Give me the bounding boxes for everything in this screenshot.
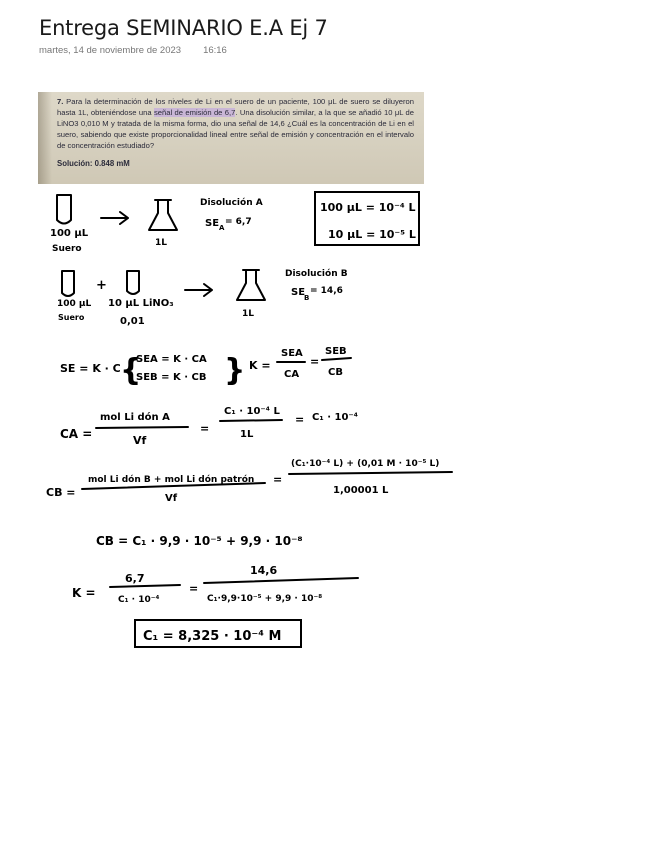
eq-k-eq: = <box>310 355 320 368</box>
added-standard: 10 μL LiNO₃ <box>108 298 174 309</box>
page-title: Entrega SEMINARIO E.A Ej 7 <box>39 16 328 40</box>
test-tube-icon <box>62 271 74 296</box>
eq-k2-den2: C₁·9,9·10⁻⁵ + 9,9 · 10⁻⁸ <box>207 594 323 604</box>
flask-volume: 1L <box>155 238 167 248</box>
plus-sign: + <box>96 278 107 293</box>
eq-ca-den2: 1L <box>240 429 254 440</box>
eq-cb-lhs: CB = <box>46 486 76 499</box>
flask-volume: 1L <box>242 309 254 319</box>
eq-cb-num2: (C₁·10⁻⁴ L) + (0,01 M · 10⁻⁵ L) <box>291 459 440 469</box>
eq-k-f2-num: SEB <box>325 346 347 357</box>
eq-ca-lhs: CA = <box>60 427 93 441</box>
eq-k-f1-den: CA <box>284 369 300 380</box>
eq-k-sys1: SEA = K · CA <box>136 354 207 365</box>
problem-solution: Solución: 0.848 mM <box>57 158 130 168</box>
eq-ca-eq2: = <box>295 413 305 426</box>
page-time: 16:16 <box>203 45 227 56</box>
equation-k <box>60 346 351 388</box>
conversion-line-2: 10 μL = 10⁻⁵ L <box>328 228 416 241</box>
eq-ca-num: mol Li dón A <box>100 412 170 423</box>
sample-label: Suero <box>52 244 82 254</box>
signal-a-sub: A <box>219 224 225 232</box>
eq-cb-den2: 1,00001 L <box>333 485 389 496</box>
eq-k-equals: K = <box>249 359 271 372</box>
eq-cb-eq: = <box>273 473 283 486</box>
sample-label: Suero <box>58 313 85 322</box>
equation-k-equality <box>72 564 358 605</box>
flask-icon <box>149 200 177 230</box>
eq-k2-eq: = <box>189 582 199 595</box>
eq-ca-den: Vf <box>133 434 147 447</box>
eq-k2-den: C₁ · 10⁻⁴ <box>118 595 160 605</box>
eq-k2-num: 6,7 <box>125 572 145 585</box>
eq-k-f2-den: CB <box>328 367 343 378</box>
final-result: C₁ = 8,325 · 10⁻⁴ M <box>143 629 282 644</box>
eq-ca-num2: C₁ · 10⁻⁴ L <box>224 406 280 417</box>
eq-k2-num2: 14,6 <box>250 564 278 577</box>
eq-ca-rhs: C₁ · 10⁻⁴ <box>312 412 359 423</box>
equation-ca <box>60 406 358 447</box>
eq-cb-num: mol Li dón B + mol Li dón patrón <box>88 475 255 485</box>
solution-b-title: Disolución B <box>285 269 348 279</box>
eq-k-f1-num: SEA <box>281 348 303 359</box>
right-brace: } <box>224 353 246 388</box>
eq-k-sys2: SEB = K · CB <box>136 372 207 383</box>
test-tube-icon <box>57 195 71 224</box>
sample-volume: 100 μL <box>50 228 89 239</box>
signal-b-sub: B <box>304 294 310 302</box>
solution-a-diagram <box>50 195 263 254</box>
equation-cb <box>46 459 452 504</box>
result-box <box>135 620 301 647</box>
sample-volume: 100 μL <box>57 299 92 309</box>
solution-a-title: Disolución A <box>200 198 263 208</box>
signal-b-value: = 14,6 <box>310 286 343 296</box>
signal-b-label: SE <box>291 287 306 298</box>
eq-cb-den: Vf <box>165 493 178 504</box>
conversion-line-1: 100 μL = 10⁻⁴ L <box>320 201 416 214</box>
left-brace: { <box>120 353 142 388</box>
problem-highlight: señal de emisión de 6,7 <box>154 107 236 117</box>
problem-text-part2: . Una disolución similar, a la que se añadió 10 μL de LiNO3 0,010 M y tratada de la misma forma, dio una señal de 14,6 ¿Cuál es la concentración de Li en el suero, sabiendo que existe proporcionalidad lineal entre señal de emisión y concentración en el intervalo de concentración estudiado? <box>57 107 414 150</box>
arrow-icon <box>101 212 128 224</box>
flask-icon <box>237 270 265 300</box>
signal-a-value: = 6,7 <box>225 217 252 227</box>
added-concentration: 0,01 <box>120 316 145 327</box>
eq-k-lhs: SE = K · C <box>60 362 121 375</box>
test-tube-icon <box>127 271 139 294</box>
signal-a-label: SE <box>205 218 220 229</box>
page-date: martes, 14 de noviembre de 2023 <box>39 45 182 56</box>
problem-text-part1: Para la determinación de los niveles de Li en el suero de un paciente, 100 μL de suero se diluyeron hasta 1L, obteniéndose una <box>57 97 414 117</box>
eq-k2-lhs: K = <box>72 586 96 600</box>
eq-ca-eq1: = <box>200 422 210 435</box>
equation-cb-expanded: CB = C₁ · 9,9 · 10⁻⁵ + 9,9 · 10⁻⁸ <box>96 534 303 548</box>
conversion-box <box>315 192 419 245</box>
arrow-icon <box>185 284 212 296</box>
problem-number: 7. <box>57 97 64 106</box>
solution-b-diagram <box>57 268 348 327</box>
